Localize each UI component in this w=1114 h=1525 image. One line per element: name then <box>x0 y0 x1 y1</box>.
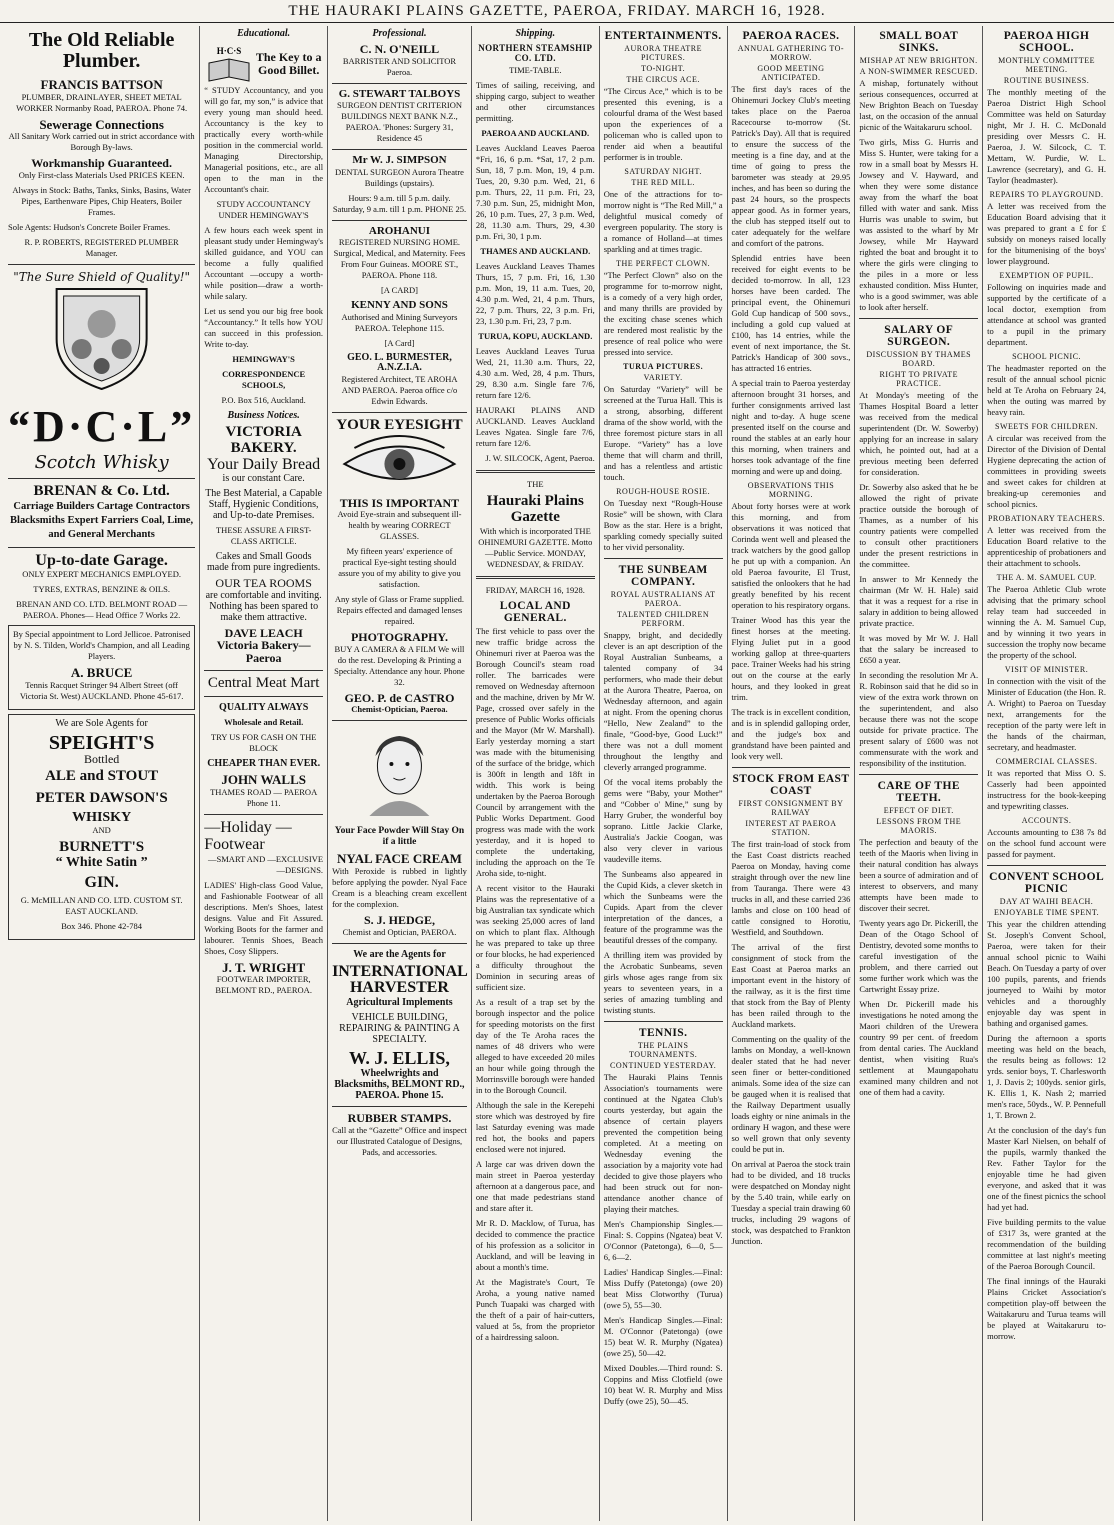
thames-auckland-heading: THAMES AND AUCKLAND. <box>480 246 591 256</box>
oneill-name: C. N. O'NEILL <box>359 42 440 56</box>
column-8 <box>983 26 1110 1521</box>
smart-designs: —SMART AND —EXCLUSIVE —DESIGNS. <box>208 853 324 875</box>
saturday-label: SATURDAY NIGHT. <box>624 167 702 176</box>
divider <box>987 865 1106 866</box>
divider <box>332 83 467 84</box>
circus-ace-text: “The Circus Ace,” which is to be presented this evening, is a colourful drama of the West based upon the experiences of a policeman who is called upon to render aid when a beautiful performer is in trouble. <box>603 86 723 162</box>
decastro-details: Chemist-Optician, Paeroa. <box>351 704 448 715</box>
local-p5: A large car was driven down the main street in Paeroa yesterday afternoon at a dangerous pace, and one that made pedestrians stand and stare after it. <box>475 1158 595 1213</box>
speights-name: SPEIGHT'S <box>48 732 155 755</box>
teeth-heading: CARE OF THE TEETH. <box>877 780 960 804</box>
steamship-heading: NORTHERN STEAMSHIP CO. LTD. <box>478 43 593 63</box>
tennis-p2: Men's Championship Singles.—Final: S. Coppins (Ngatea) beat V. O'Connor (Patetonga), 6—0, 5—6, 6—2. <box>603 1219 723 1262</box>
timetable-intro: Times of sailing, receiving, and shipping cargo, subject to weather and other circumstances permitting. <box>475 80 595 123</box>
bottled-text: Bottled <box>83 752 120 767</box>
arohanui-name: AROHANUI <box>368 224 431 237</box>
book-icon <box>204 43 254 85</box>
salary-p1: At Monday's meeting of the Thames Hospital Board a letter was received from the medical superintendent (Dr. W. Sowerby) applying for an increase in salary which, he pointed out, had at a previous meeting been deferred for consideration. <box>859 390 979 477</box>
tennis-p3: Ladies' Handicap Singles.—Final: Miss Duffy (Patetonga) (owe 20) beat Miss Clotworthy (Turua) (owe 5), 55—30. <box>603 1267 723 1310</box>
shield-slogan: "The Sure Shield of Quality!" <box>13 269 191 284</box>
tyres-text: TYRES, EXTRAS, BENZINE & OILS. <box>33 584 170 595</box>
first-consignment: FIRST CONSIGNMENT BY RAILWAY <box>738 799 844 817</box>
important-heading: THIS IS IMPORTANT <box>339 495 460 510</box>
local-p2: A recent visitor to the Hauraki Plains was the representative of a big Australian tax syndicate which was seeking 25,000 acres of land on which to plant flax. Although he was prepared to take up three or four blocks, he had experienced a difficulty throughout the Dominion in securing areas of sufficient size. <box>475 882 595 992</box>
continued-yesterday: CONTINUED YESTERDAY. <box>610 1061 717 1070</box>
a-card-1: [A CARD] <box>380 285 419 296</box>
school-p9: It was reported that Miss O. S. Casserly had been appointed instructress for the book-keeping and typewriting classes. <box>987 768 1106 811</box>
salary-p4: It was moved by Mr W. J. Hall that the salary be increased to £650 a year. <box>859 633 979 665</box>
races-heading: PAEROA RACES. <box>742 30 840 42</box>
interest-paeroa: INTEREST AT PAEROA STATION. <box>745 819 837 837</box>
school-p5: A circular was received from the Director of the Division of Dental Hygiene deprecating the action of committees in providing sweets and sweet cakes for children at breaking-up ceremonies and school picnics. <box>987 433 1106 509</box>
nyal-heading: NYAL FACE CREAM <box>337 851 462 867</box>
whisky-text: WHISKY <box>72 809 132 825</box>
red-mill-label: THE RED MILL. <box>631 178 695 187</box>
divider <box>476 576 595 579</box>
convent-p2: During the afternoon a sports meeting was held on the beach, the results being as follows: 12 yrds. senior boys, T. Charlesworth 1, J. Davis 2; 100yds. senior girls, K. Ellis 1, K. Nash 2; married men's race, 50yds., W. P. Pennefull 1, T. Brown 2. <box>987 1033 1106 1120</box>
tonight-label: TO-NIGHT. <box>641 64 686 73</box>
international-harvester: INTERNATIONAL HARVESTER <box>332 962 468 997</box>
divider <box>476 470 595 473</box>
sunbeam-p2: Of the vocal items probably the gems were “Baby, your Mother” and “Cobber o' Mine,” sung by Harry Gruber, the wonderful boy soprano. Little Jackie Clarke, Australia's Jackie Coogan, was also very clever in various vaudeville items. <box>603 777 723 864</box>
mcmillan-address: G. McMILLAN AND CO. LTD. CUSTOM ST. EAST AUCKLAND. <box>20 895 183 917</box>
divider <box>604 558 723 559</box>
central-meat-mart: Central Meat Mart <box>207 674 320 691</box>
divider <box>332 149 467 150</box>
tea-rooms: OUR TEA ROOMS <box>215 576 312 591</box>
turua-heading: TURUA, KOPU, AUCKLAND. <box>478 331 593 341</box>
paeroa-auckland-times: Leaves Auckland Leaves Paeroa *Fri, 16, 6 p.m. *Sat, 17, 2 p.m. Sun, 18, 7 p.m. Mon, 19, 4 p.m. Tues, 20, 9.30 p.m. Wed, 21, 6 p.m. Thurs, 22, 11 p.m. Fri, 23, 7.30 p.m. Sun, 25, midnight Mon, 26, 10 p.m. Tues, 27, 3 p.m. Wed, 28, 11.30 a.m. Thurs, 29, 4.30 p.m. Fri, 30, 1 p.m. <box>475 143 595 241</box>
agents-intro: We are Sole Agents for <box>55 718 148 730</box>
wholesale-retail: Wholesale and Retail. <box>224 717 304 728</box>
divider <box>332 412 467 413</box>
divider <box>732 767 851 768</box>
professional-header: Professional. <box>372 28 427 39</box>
picnic-label: SCHOOL PICNIC. <box>1012 352 1082 361</box>
salary-p2: Dr. Sowerby also asked that he be allowed the right of private practice outside the borough of Thames, as a number of his country patients were compelled to consult other practitioners under the present restrictions in the committee. <box>859 482 979 569</box>
workmanship-heading: Workmanship Guaranteed. <box>31 156 172 171</box>
materials-text: Only First-class Materials Used PRICES KEEN. <box>18 169 185 180</box>
teeth-p2: Twenty years ago Dr. Pickerill, the Dean of the Otago School of Dentistry, devoted some months to careful investigation of the problem, and there carried out some further work which was the Cartwright Essay prize. <box>859 918 979 994</box>
teeth-p1: The perfection and beauty of the teeth of the Maoris when living in their natural condition has always been a source of admiration and of interest to observers, and many attempts have been made to discover their secret. <box>859 837 979 913</box>
variety-label: VARIETY. <box>643 373 683 382</box>
rubber-stamps: RUBBER STAMPS. <box>347 1111 452 1126</box>
races-p6: The track is in excellent condition, and is in splendid galloping order, and the judge's box and grandstand have been painted and look very well. <box>731 707 851 761</box>
school-p4: The headmaster reported on the result of the annual school picnic held at Te Aroha on February 24, when the outing was marred by heavy rain. <box>987 363 1106 417</box>
variety-text: On Saturday “Variety” will be screened at the Turua Hall. This is a strong, absorbing, different drama of the show world, with the three foremost picture stars in all Europe. “Variety” has a love theme that will charm and thrill, and has a relentless and artistic touch. <box>603 384 723 482</box>
eye-icon <box>332 434 467 492</box>
races-p3: A special train to Paeroa yesterday afternoon brought 31 horses, and further consignments arrived last night and to-day. A huge scene presented itself on the course and round the stables at an early hour this morning, when trainers and horses took advantage of the fine morning and were up and doing. <box>731 378 851 476</box>
tea-rooms-text: are comfortable and inviting. Nothing has been spared to make them attractive. <box>205 589 322 623</box>
column-2 <box>200 26 328 1521</box>
divider <box>604 1021 723 1022</box>
shield-ad <box>8 270 195 399</box>
annual-gathering: ANNUAL GATHERING TO-MORROW. <box>737 44 845 62</box>
tennis-ad <box>8 625 195 710</box>
convent-p1: This year the children attending St. Joseph's Convent School, Paeroa, were taken for their annual school picnic to Waihi Beach. On Tuesday a party of over 100 pupils, parents, and friends journeyed to Waihi by motor vehicles and a thoroughly enjoyable day was spent in bathing and organised games. <box>987 919 1106 1028</box>
talboys-name: G. STEWART TALBOYS <box>338 87 461 100</box>
shield-icon <box>8 284 195 394</box>
white-satin: “ White Satin ” <box>55 855 148 870</box>
school-p6: A letter was received from the Education Board relative to the apprenticeship of probationers and their attachment to schools. <box>987 525 1106 568</box>
tennis-p4: Men's Handicap Singles.—Final: M. O'Connor (Patetonga) (owe 15) beat W. R. Murphy (Ngatea) (owe 25), 50—42. <box>603 1315 723 1358</box>
plains-times: HAURAKI PLAINS AND AUCKLAND. Leaves Auckland Leaves Ngatea. Single fare 7/6, return fare 12/6. <box>475 405 595 448</box>
gin-text: GIN. <box>84 873 119 891</box>
shipping-header: Shipping. <box>515 28 556 39</box>
salary-heading: SALARY OF SURGEON. <box>884 324 954 348</box>
children-perform: TALENTED CHILDREN PERFORM. <box>617 610 710 628</box>
small-boat-heading: SMALL BOAT SINKS. <box>879 30 959 54</box>
column-1 <box>4 26 200 1521</box>
routine-business-label: ROUTINE BUSINESS. <box>1003 76 1090 85</box>
salary-p5: In seconding the resolution Mr A. R. Robinson said that he did so in view of the extra work thrown on the superintendent, and also because there was not the scope outside for private practice. The present salary of £600 was not commensurate with the work and responsibility of the institution. <box>859 670 979 768</box>
stock-text: Always in Stock: Baths, Tanks, Sinks, Basins, Water Pipes, Earthenware Pipes, Chip Heaters, Boiler Frames. <box>12 184 191 217</box>
maoris-label: LESSONS FROM THE MAORIS. <box>876 817 962 835</box>
silcock-agent: J. W. SILCOCK, Agent, Paeroa. <box>485 453 595 463</box>
school-p10: Accounts amounting to £38 7s 8d on the school fund account were passed for payment. <box>987 827 1106 859</box>
samuel-cup-label: THE A. M. SAMUEL CUP. <box>996 573 1097 582</box>
divider <box>8 264 195 265</box>
races-p1: The first day's races of the Ohinemuri Jockey Club's meeting takes place on the Paeroa Racecourse to-morrow (St. Patrick's Day). All that is required to ensure the success of the meeting is a fine day, and at the time of going to press the barometer was steady at 29.95 inches, and has been so during the past 24 hours, so the prospects appear good. As in former years, the club has stepped itself out to cater adequately for the welfare and comfort of the patrons. <box>731 84 851 248</box>
photography-heading: PHOTOGRAPHY. <box>350 630 448 645</box>
school-p2: A letter was received from the Education Board advising that it was prepared to grant a £ for £ subsidy on moneys raised locally for the bitumenising of the boys' lower playground. <box>987 201 1106 266</box>
box-phone: Box 346. Phone 42-784 <box>61 921 142 932</box>
perfect-clown-label: THE PERFECT CLOWN. <box>616 259 711 268</box>
thames-auckland-times: Leaves Auckland Leaves Thames Thurs, 15, 7 p.m. Fri, 16, 1.30 p.m. Mon, 19, 11 a.m. Tues, 20, 4.30 p.m. Wed, 21, 4 p.m. Thurs, 22, 7 p.m. Thurs, 22, 3 p.m. Fri, 23, 1.30 p.m. Fri, 23, 7 p.m. <box>475 261 595 326</box>
red-mill-text: One of the attractions for to-morrow night is “The Red Mill,” a delightful musical comedy of evergreen popularity. The story is a romance of Holland—at times sparkling and at times tragic. <box>603 189 723 254</box>
tennis-appointment: By Special appointment to Lord Jellicoe. Patronised by N. S. Tilden, World's Champion, and all Leading Players. <box>12 629 191 662</box>
observations-label: OBSERVATIONS THIS MORNING. <box>747 481 835 499</box>
divider <box>332 1106 467 1107</box>
issue-date: FRIDAY, MARCH 16, 1928. <box>485 584 585 595</box>
cricket-p: The final innings of the Hauraki Plains Cricket Association's competition play-off between the Waitakaruru and Turua teams will be played at Waitakaruru to-morrow. <box>987 1276 1106 1341</box>
divider <box>332 720 467 721</box>
paeroa-auckland-heading: PAEROA AND AUCKLAND. <box>481 128 590 138</box>
salary-p3: In answer to Mr Kennedy the chairman (Mr W. H. Hale) said that it was a request for a rise in salary in addition to being allowed private practice. <box>859 574 979 628</box>
hedge-name: S. J. HEDGE, <box>363 912 435 927</box>
key-heading: The Key to a Good Billet. <box>255 50 322 77</box>
thames-board-label: DISCUSSION BY THAMES BOARD. <box>866 350 972 368</box>
turua-pictures-heading: TURUA PICTURES. <box>623 362 704 371</box>
circus-ace-label: THE CIRCUS ACE. <box>626 75 700 84</box>
jt-wright: J. T. WRIGHT <box>222 959 306 975</box>
school-p3: Following on inquiries made and supported by the certificate of a local doctor, exemption from attendance at school was granted to a pupil in the primary department. <box>987 282 1106 347</box>
races-p4: About forty horses were at work this morning, and from observations it was noticed that Corinda went well and pleased the track watchers by the good gallop he put up with a companion. An old Paeroa favourite, El Trust, satisfied the onlookers that he had greatly benefited by his recent operation to his respiratory organs. <box>731 501 851 610</box>
timetable-label: TIME-TABLE. <box>509 65 562 75</box>
speights-ad <box>8 714 195 940</box>
mishap-label: MISHAP AT NEW BRIGHTON. <box>859 56 978 65</box>
permits-p: Five building permits to the value of £317 3s, were granted at the recommendation of the building committee at last night's meeting of the Paeroa Borough Council. <box>987 1217 1106 1271</box>
local-p6: Mr R. D. Macklow, of Turua, has decided to commence the practice of his profession as a solicitor in Auckland, and will be leaving in about a month's time. <box>475 1217 595 1272</box>
sunbeam-p3: The Sunbeams also appeared in the Cupid Kids, a clever sketch in which the Sunbeams were the Cupids. Apart from the clever interpretation of the dances, a feature of the programme was the beautiful dresses of the company. <box>603 869 723 945</box>
rosie-text: On Tuesday next “Rough-House Rosie” will be shown, with Clara Bow as the star. Here is a bright, sparkling comedy specially suited to her vivid personality. <box>603 498 723 552</box>
minister-label: VISIT OF MINISTER. <box>1004 665 1089 674</box>
burmester-details: Registered Architect, TE AROHA AND PAEROA. Paeroa office c/o Edwin Edwards. <box>341 373 458 406</box>
cash-block: TRY US FOR CASH ON THE BLOCK <box>210 732 317 754</box>
masthead: THE HAURAKI PLAINS GAZETTE, PAEROA, FRIDAY. MARCH 16, 1928. <box>0 0 1114 23</box>
bruce-address: Tennis Racquet Stringer 94 Albert Street (off Victoria St. West) AUCKLAND. Phone 45-617. <box>19 680 184 702</box>
plumber-details: PLUMBER, DRAINLAYER, SHEET METAL WORKER Normanby Road, PAEROA. Phone 74. <box>16 91 188 113</box>
newspaper-page <box>4 26 1110 1521</box>
boat-p1: A mishap, fortunately without serious consequences, occurred at New Brighton Beach on Tuesday last, on the occasion of the annual picnic of the Waitakaruru school. <box>859 78 979 132</box>
divider <box>332 943 467 944</box>
svg-text:H·C·S: H·C·S <box>216 46 242 56</box>
ellis-name: W. J. ELLIS, <box>349 1048 450 1069</box>
footwear-text: LADIES' High-class Good Value, and Fashionable Footwear of all descriptions. Men's Shoes, latest designs. Value and Fit Assured. Working Boots for the farmer and labourer. Tennis Shoes, Beach Shoes, Cosy Slippers. <box>204 879 324 956</box>
hemingways: HEMINGWAY'S <box>232 354 295 364</box>
effect-diet-label: EFFECT OF DIET. <box>883 806 954 815</box>
divider <box>8 547 195 548</box>
local-p7: At the Magistrate's Court, Te Aroha, a young native named Punch Tuapaki was charged with the theft of a pair of hair-cutters, valued at 5s, from the proprietor of a hairdressing saloon. <box>475 1276 595 1342</box>
sunbeam-heading: THE SUNBEAM COMPANY. <box>618 564 708 588</box>
plains-tournaments: THE PLAINS TOURNAMENTS. <box>628 1041 698 1059</box>
brenan-contact: BRENAN AND CO. LTD. BELMONT ROAD — PAEROA. Phones— Head Office 7 Works 22. <box>16 599 188 621</box>
rubber-stamps-text: Call at the “Gazette” Office and inspect our Illustrated Catalogue of Designs, Pads, and accessories. <box>332 1124 467 1157</box>
column-3 <box>328 26 472 1521</box>
east-coast-heading: STOCK FROM EAST COAST <box>732 773 850 797</box>
divider <box>204 696 323 697</box>
eyesight-heading: YOUR EYESIGHT <box>336 416 463 433</box>
stock-p2: The arrival of the first consignment of stock from the East Coast at Paeroa marks an important event in the history of the railway, as it is the first time that stock from the Bay of Plenty has been railed through to the Auckland markets. <box>731 942 851 1029</box>
thames-road: THAMES ROAD — PAEROA Phone 11. <box>210 787 318 809</box>
eyesight-p3: Any style of Glass or Frame supplied. Repairs effected and damaged lenses repaired. <box>334 594 465 627</box>
races-p5: Trainer Wood has this year the finest horses at the meeting. Flying Juliet put in a good working gallop at three-quarters pace. Trainer Weeks had his string out on the course at the early hours, and they looked in great trim. <box>731 615 851 702</box>
hedge-details: Chemist and Optician, PAEROA. <box>342 926 457 937</box>
divider <box>204 814 323 815</box>
sweets-label: SWEETS FOR CHILDREN. <box>995 422 1099 431</box>
oneill-details: BARRISTER AND SOLICITOR Paeroa. <box>342 55 457 77</box>
simpson-name: Mr W. J. SIMPSON <box>352 154 447 167</box>
accounts-label: ACCOUNTS. <box>1021 816 1072 825</box>
simpson-details: DENTAL SURGEON Aurora Theatre Buildings (upstairs). <box>335 166 464 188</box>
divider <box>204 670 323 671</box>
john-walls: JOHN WALLS <box>221 772 306 788</box>
school-p7: The Paeroa Athletic Club wrote advising that the primary school relay team had succeeded in winning the A. M. Samuel Cup, and by winning it two years in succession the trophy now became the property of the school. <box>987 584 1106 660</box>
column-4 <box>472 26 600 1521</box>
the-label: THE <box>527 479 544 489</box>
races-p2: Splendid entries have been received for eight events to be decided to-morrow. In all, 123 horses have been carded. The principal event, the Ohinemuri Gold Cup handicap of 500 sovs., including a gold cup valued at £100, has 14 entries, while the event of next importance, the St. Patrick's Handicap of 300 sovs., has attracted 16 entries. <box>731 253 851 373</box>
school-p1: The monthly meeting of the Paeroa District High School Committee was held on Saturday night, Mr J. H. C. McDonald presiding over Messrs C. H. Paeroa, J. W. Silcock, C. T. Mettam, W. Purdie, W. L. Lawrence (secretary), and G. H. Taylor (headmaster). <box>987 87 1106 185</box>
burmester-name: GEO. L. BURMESTER, A.N.Z.I.A. <box>347 351 452 374</box>
ale-stout: ALE and STOUT <box>45 768 159 785</box>
nyal-text: With Peroxide is rubbed in lightly before applying the powder. Nyal Face Cream is a bleaching cream excellent for the complexion. <box>332 865 467 909</box>
constant-care: is our constant Care. <box>222 473 305 485</box>
playground-label: REPAIRS TO PLAYGROUND. <box>989 190 1104 199</box>
dave-leach: DAVE LEACH <box>224 625 303 640</box>
local-p4: Although the sale in the Kerepehi store which was destroyed by fire last Saturday evening was made red hot, the books and papers enclosed were not injured. <box>475 1099 595 1154</box>
convent-picnic-heading: CONVENT SCHOOL PICNIC <box>989 871 1105 895</box>
cakes-text: Cakes and Small Goods made from pure ingredients. <box>207 551 321 574</box>
stock-p1: The first train-load of stock from the East Coast districts reached Paeroa on Monday, having come straight through over the new line from Tauranga. There were 43 trucks in all, and these carried 236 lambs and close on 100 head of cattle consigned to Horotiu, Westfield, and Southdown. <box>731 839 851 937</box>
footwear-importer: FOOTWEAR IMPORTER, BELMONT RD., PAEROA. <box>215 974 312 996</box>
agents-for: We are the Agents for <box>353 948 446 960</box>
column-5 <box>600 26 728 1521</box>
turua-times: Leaves Auckland Leaves Turua Wed, 21, 11.30 a.m. Thurs, 22, 4.30 a.m. Wed, 28, 4 p.m. Thurs, 29, 8.30 a.m. Single fare 7/6, return fare 12/6. <box>475 346 595 400</box>
hcs-ad <box>204 43 323 85</box>
tennis-heading: TENNIS. <box>638 1027 688 1039</box>
commercial-label: COMMERCIAL CLASSES. <box>995 757 1098 766</box>
local-p3: As a result of a trap set by the borough inspector and the police for speeding motorists on the first day of the Te Aroha races the names of 48 drivers who were alleged to have exceeded 20 miles an hour while going through the Morrinsville borough were handed in to the Borough Council. <box>475 996 595 1095</box>
exemption-label: EXEMPTION OF PUPIL. <box>999 271 1094 280</box>
mechanics-text: ONLY EXPERT MECHANICS EMPLOYED. <box>22 569 181 580</box>
accountancy-p1: “ STUDY Accountancy, and you will go far, my son,” is advice that every young man should heed. Accountancy is the key to practically every worth-while position in the commercial world. Managing Directorship, Managerial positions, etc., are all open to the man in the Accountant's chair. <box>204 85 324 194</box>
lady-portrait-icon <box>332 726 467 821</box>
business-notices-header: Business Notices. <box>227 410 300 421</box>
victoria-bakery-paeroa: Victoria Bakery—Paeroa <box>216 638 311 666</box>
kenny-details: Authorised and Mining Surveyors PAEROA. Telephone 115. <box>341 311 458 333</box>
dcl-logo: “D·C·L” <box>8 401 196 451</box>
garage-heading: Up-to-date Garage. <box>35 551 168 569</box>
local-p1: The first vehicle to pass over the new traffic bridge across the Ohinemuri river at Paeroa was the Borough Council's steam road roller. The barricades were removed on Wednesday afternoon and the machine, driven by Mr W. Page, crossed over safely in the presence of Public Works officials and the Mayor (Mr W. Marshall). Early yesterday morning a start was made with the bitumenising of the surface of the bridge, which is 300ft in length and 18ft in width. This work is being undertaken by the Paeroa Borough Council by arrangement with the Public Works Department. Good progress was made with the work yesterday, and it is hoped to complete the undertaking, including the approach on the Te Aroha side, to-night. <box>475 625 595 878</box>
royal-australians: ROYAL AUSTRALIANS AT PAEROA. <box>610 590 716 608</box>
stock-p3: Commenting on the quality of the lambs on Monday, a well-known dealer stated that he had never seen finer or better-conditioned animals. Some idea of the size can be gauged when it is realised that the Railway Department usually loads eighty or nine animals in the ordinary H wagon, and these were so well grown that only seventy could be put in. <box>731 1034 851 1154</box>
perfect-clown-text: “The Perfect Clown” also on the programme for to-morrow night, is a comedy of a very high order, and many thrills are provided by the exciting chase scenes which are rendered most realistic by the presence of real police who were pressed into service. <box>603 270 723 357</box>
local-general-heading: LOCAL AND GENERAL. <box>499 599 571 624</box>
sewerage-heading: Sewerage Connections <box>39 116 164 132</box>
decastro-name: GEO. P. de CASTRO <box>344 690 455 705</box>
plumber-heading: The Old Reliable Plumber. <box>28 29 175 72</box>
accountancy-p2: A few hours each week spent in pleasant study under Hemingway's skilled guidance, and YOU can become a fully qualified Accountant —occupy a worth-while position—draw a worth-while salary. <box>204 225 324 301</box>
peter-dawsons: PETER DAWSON'S <box>35 789 168 806</box>
divider <box>332 220 467 221</box>
face-powder-text: Your Face Powder Will Stay On if a little <box>334 826 465 848</box>
sunbeam-p4: A thrilling item was provided by the Acrobatic Sunbeams, seven girls whose ages range from six years to seventeen years, in a series of amazing tumbling and twisting stunts. <box>603 950 723 1015</box>
tennis-p5: Mixed Doubles.—Third round: S. Coppins and Miss Clotfield (owe 10) beat W. R. Murphy and Miss Duffy (owe 25), 50—45. <box>603 1363 723 1406</box>
monthly-meeting-label: MONTHLY COMMITTEE MEETING. <box>998 56 1096 74</box>
first-class-article: THESE ASSURE A FIRST-CLASS ARTICLE. <box>215 525 312 547</box>
teeth-p3: When Dr. Pickerill made his investigations he noted among the Maori children of the Urewera country 99 per cent. of freedom from dental caries. The Auckland dentist, when visiting Rua's settlement at Maungapohatu examined many children and not one of them had a cavity. <box>859 999 979 1097</box>
photography-text: BUY A CAMERA & A FILM We will do the rest. Developing & Printing a Specialty. Attendance any hour. Phone 32. <box>334 643 465 687</box>
stock-p4: On arrival at Paeroa the stock train had to be divided, and 18 trucks were despatched on Monday night by the 5.40 train, while early on Tuesday a special train drawing 60 trucks, including 29 wagons of stock, was despatched to Frankton Junction. <box>731 1159 851 1246</box>
and-text: AND <box>92 825 111 836</box>
kenny-name: KENNY AND SONS <box>351 299 448 312</box>
column-6 <box>728 26 856 1521</box>
non-swimmer-label: A NON-SWIMMER RESCUED. <box>859 67 978 76</box>
bruce-name: A. BRUCE <box>70 665 133 681</box>
best-material: The Best Material, a Capable Staff, Hygienic Conditions, and Up-to-date Premises. <box>205 488 323 522</box>
ellis-details: Wheelwrights and Blacksmiths, BELMONT RD., PAEROA. Phone 15. <box>334 1068 465 1102</box>
brenan-services: Carriage Builders Cartage Contractors Blacksmiths Expert Farriers Coal, Lime, and General Merchants <box>10 500 194 540</box>
cheaper-than-ever: CHEAPER THAN EVER. <box>207 758 321 770</box>
eyesight-p2: My fifteen years' experience of practical Eye-sight testing should assure you of my ability to give you satisfaction. <box>338 546 461 590</box>
high-school-heading: PAEROA HIGH SCHOOL. <box>1003 30 1090 54</box>
divider <box>859 774 978 775</box>
vehicle-building: VEHICLE BUILDING, REPAIRING & PAINTING A SPECIALTY. <box>339 1012 460 1046</box>
quality-always: QUALITY ALWAYS <box>219 702 309 714</box>
victoria-bakery: VICTORIA BAKERY. <box>225 424 302 456</box>
enjoyable-label: ENJOYABLE TIME SPENT. <box>994 908 1100 917</box>
educational-header: Educational. <box>237 28 291 39</box>
divider <box>8 478 195 479</box>
brenan-heading: BRENAN & Co. Ltd. <box>33 482 170 499</box>
column-7 <box>855 26 983 1521</box>
study-heading: STUDY ACCOUNTANCY UNDER HEMINGWAY'S <box>216 199 311 220</box>
agricultural-implements: Agricultural Implements <box>346 997 453 1009</box>
scotch-whisky-logo: Scotch Whisky <box>34 451 169 473</box>
aurora-heading: AURORA THEATRE PICTURES. <box>624 44 702 62</box>
simpson-hours: Hours: 9 a.m. till 5 p.m. daily. Saturday, 9 a.m. till 1 p.m. PHONE 25. <box>332 192 467 214</box>
convent-p3: At the conclusion of the day's fun Master Karl Nielsen, on behalf of the pupils, warmly thanked the Rev. Father Taylor for the enjoyable time he had given everyone, and asked that it was one of the finest picnics the school had yet had. <box>987 1125 1106 1212</box>
sewerage-text: All Sanitary Work carried out in strict accordance with Borough By-laws. <box>8 131 195 153</box>
entertainments-heading: ENTERTAINMENTS. <box>604 30 722 42</box>
divider <box>859 318 978 319</box>
holiday-footwear: —Holiday —Footwear <box>204 819 292 853</box>
a-card-2: [A Card] <box>384 337 415 348</box>
sunbeam-p1: Snappy, bright, and decidedly clever is an apt description of the Royal Australian Sunbeams, a talented company of 34 performers, who made their debut at the Aurora Theatre, Paeroa, on Wednesday afternoon, and again at night. From the opening chorus “Hello, New Zealand” to the finale, “Good-bye, Good Luck!” there was not a dull moment throughout the lengthy and cleverly arranged programme. <box>603 630 723 772</box>
accountancy-p3: Let us send you our big free book “Accountancy.” It tells how YOU can succeed in this profession. Write to-day. <box>204 306 324 349</box>
gazette-motto: With which is incorporated THE OHINEMURI GAZETTE. Motto—Public Service. MONDAY, WEDNESDAY, & FRIDAY. <box>478 525 593 569</box>
good-meeting: GOOD MEETING ANTICIPATED. <box>757 64 825 82</box>
correspondence-schools: CORRESPONDENCE SCHOOLS, <box>222 369 306 390</box>
private-practice-label: RIGHT TO PRIVATE PRACTICE. <box>879 370 959 388</box>
rosie-label: ROUGH-HOUSE ROSIE. <box>616 487 711 496</box>
manager-text: R. P. ROBERTS, REGISTERED PLUMBER Manager. <box>24 236 179 258</box>
agents-text: Sole Agents: Hudson's Concrete Boiler Frames. <box>8 221 171 232</box>
gazette-nameplate: Hauraki Plains Gazette <box>486 493 584 525</box>
talboys-details: SURGEON DENTIST CRITERION BUILDINGS NEXT BANK N.Z., PAEROA. 'Phones: Surgery 31, Residence 45 <box>336 100 462 144</box>
eyesight-p1: Avoid Eye-strain and subsequent ill-health by wearing CORRECT GLASSES. <box>337 509 462 542</box>
probationary-label: PROBATIONARY TEACHERS. <box>987 514 1106 523</box>
daily-bread: Your Daily Bread <box>207 455 321 473</box>
arohanui-details: REGISTERED NURSING HOME. Surgical, Medical, and Maternity. Fees From Four Guineas. MOORE ST., PAEROA. Phone 118. <box>333 237 466 281</box>
school-p8: In connection with the visit of the Minister of Education (the Hon. R. A. Wright) to Paeroa on Tuesday next, arrangements for the reception of the party were left in the hands of the chairman, secretary, and headmaster. <box>987 676 1106 752</box>
po-box: P.O. Box 516, Auckland. <box>221 395 306 405</box>
waihi-beach-label: DAY AT WAIHI BEACH. <box>999 897 1094 906</box>
plumber-name: FRANCIS BATTSON <box>40 77 163 92</box>
boat-p2: Two girls, Miss G. Hurris and Miss S. Hunter, were taking for a row in a small boat by Messrs H. Jowsey and V. Hayward, and when they were some distance away from the wharf the boat filled with water and sank. Miss Hurris was unable to swim, but was assisted to the wharf by Mr Jowsey, while Mr Hayward righted the boat and brought it to where the girls were clinging to the piles in a more or less exhausted condition. Miss Hunter, who is a good swimmer, was able to look after herself. <box>859 137 979 312</box>
burnetts: BURNETT'S <box>59 839 145 856</box>
tennis-p1: The Hauraki Plains Tennis Association's tournaments were continued at the Ngatea Club's courts yesterday, but again the absence of certain players prevented the competition being completed. At a meeting on Wednesday evening the association by a majority vote had decided to give those players who had been struck out for non-attendance another chance of playing their matches. <box>603 1072 723 1214</box>
